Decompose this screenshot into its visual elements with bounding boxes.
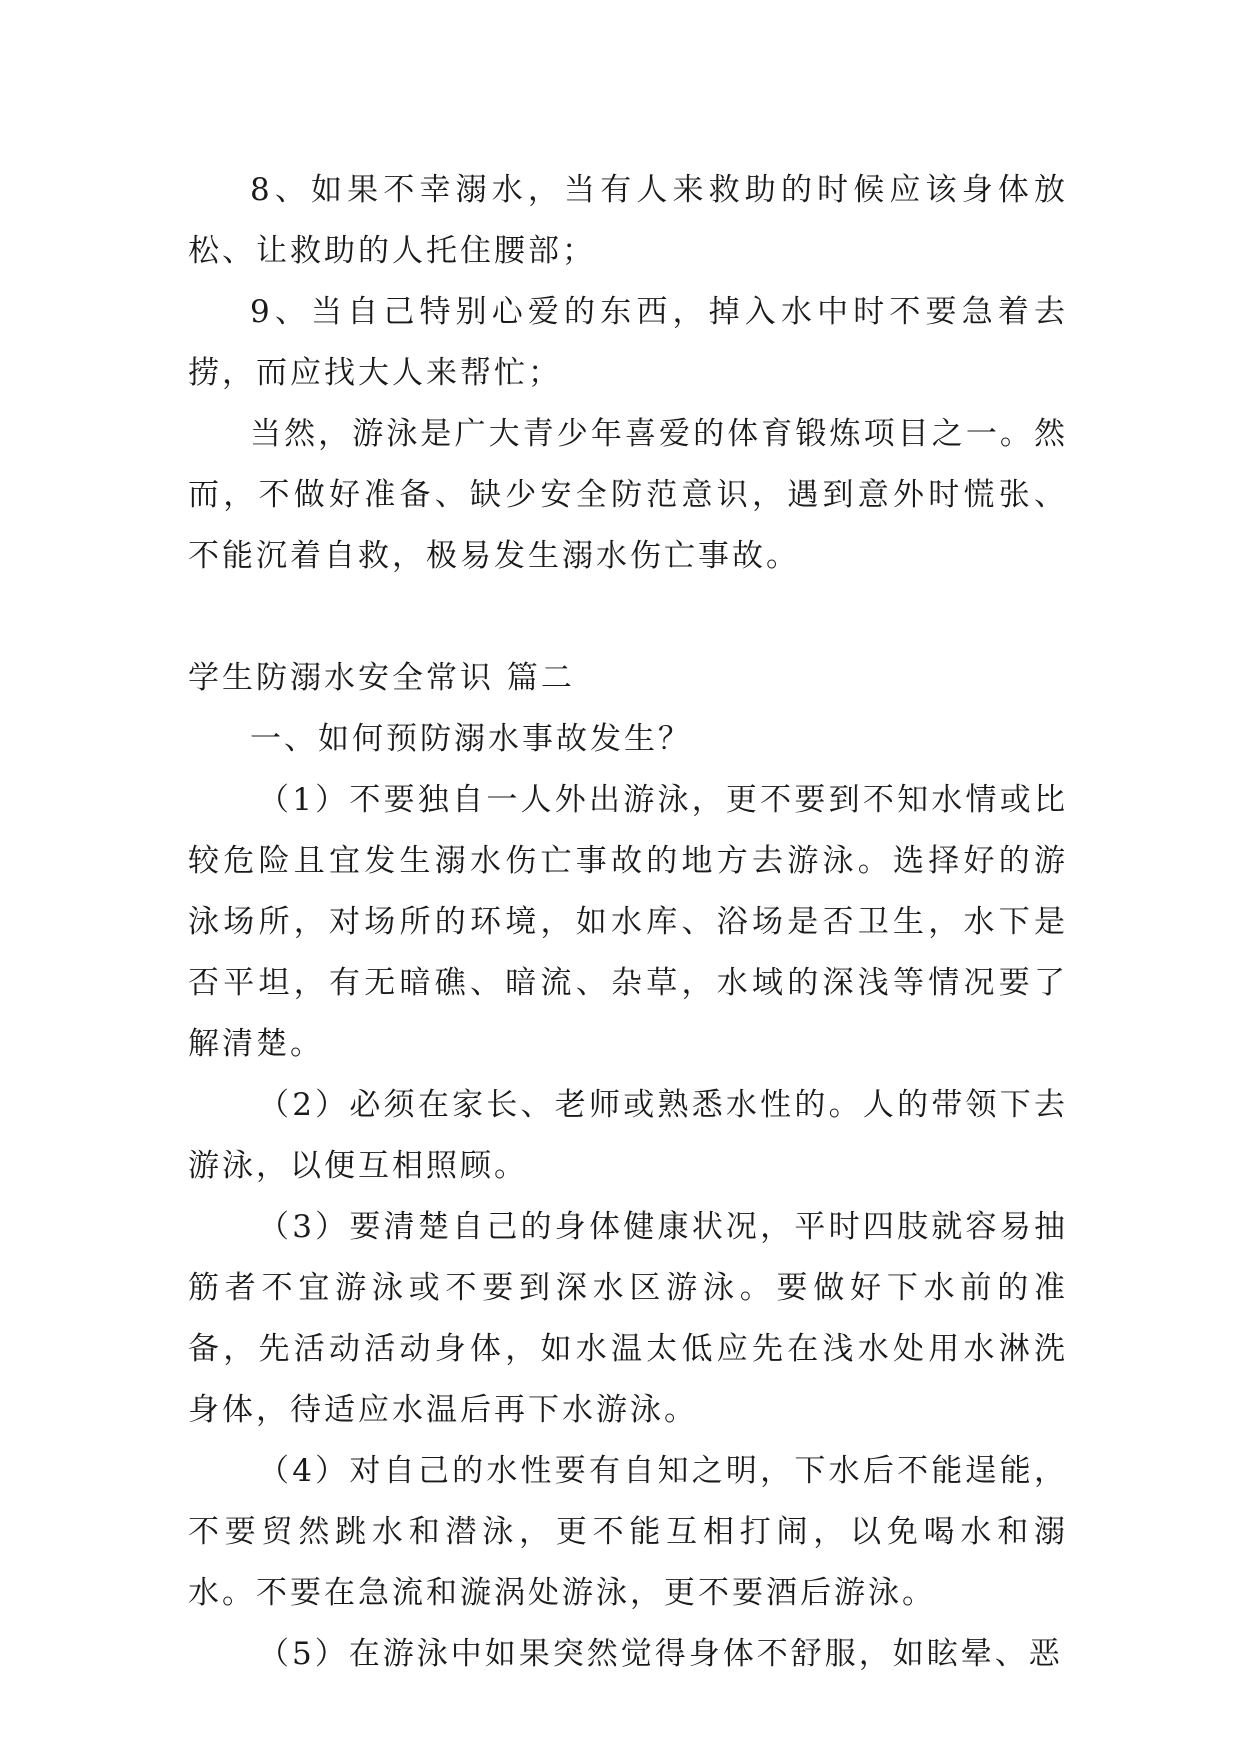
list-item-5: （5）在游泳中如果突然觉得身体不舒服，如眩晕、恶 — [258, 1636, 1063, 1672]
paragraph-item-8: 8、如果不幸溺水，当有人来救助的时候应该身体放松、让救助的人托住腰部； — [188, 172, 1068, 269]
section-title: 学生防溺水安全常识 篇二 — [188, 660, 575, 696]
question-heading: 一、如何预防溺水事故发生？ — [250, 721, 692, 757]
paragraph-item-9: 9、当自己特别心爱的东西，掉入水中时不要急着去捞，而应找大人来帮忙； — [188, 294, 1068, 391]
document-body — [188, 160, 1068, 1685]
list-item-1: （1）不要独自一人外出游泳，更不要到不知水情或比较危险且宜发生溺水伤亡事故的地方去游泳。选择好的游泳场所，对场所的环境，如水库、浴场是否卫生，水下是否平坦，有无暗礁、暗流、杂草，水域的深浅等情况要了解清楚。 — [188, 782, 1068, 1062]
list-item-2: （2）必须在家长、老师或熟悉水性的。人的带领下去游泳，以便互相照顾。 — [188, 1087, 1068, 1184]
paragraph-conclusion: 当然，游泳是广大青少年喜爱的体育锻炼项目之一。然而，不做好准备、缺少安全防范意识，遇到意外时慌张、不能沉着自救，极易发生溺水伤亡事故。 — [188, 416, 1068, 574]
list-item-3: （3）要清楚自己的身体健康状况，平时四肢就容易抽筋者不宜游泳或不要到深水区游泳。要做好下水前的准备，先活动活动身体，如水温太低应先在浅水处用水淋洗身体，待适应水温后再下水游泳。 — [188, 1209, 1068, 1428]
list-item-4: （4）对自己的水性要有自知之明，下水后不能逞能，不要贸然跳水和潜泳，更不能互相打闹，以免喝水和溺水。不要在急流和漩涡处游泳，更不要酒后游泳。 — [188, 1453, 1068, 1611]
